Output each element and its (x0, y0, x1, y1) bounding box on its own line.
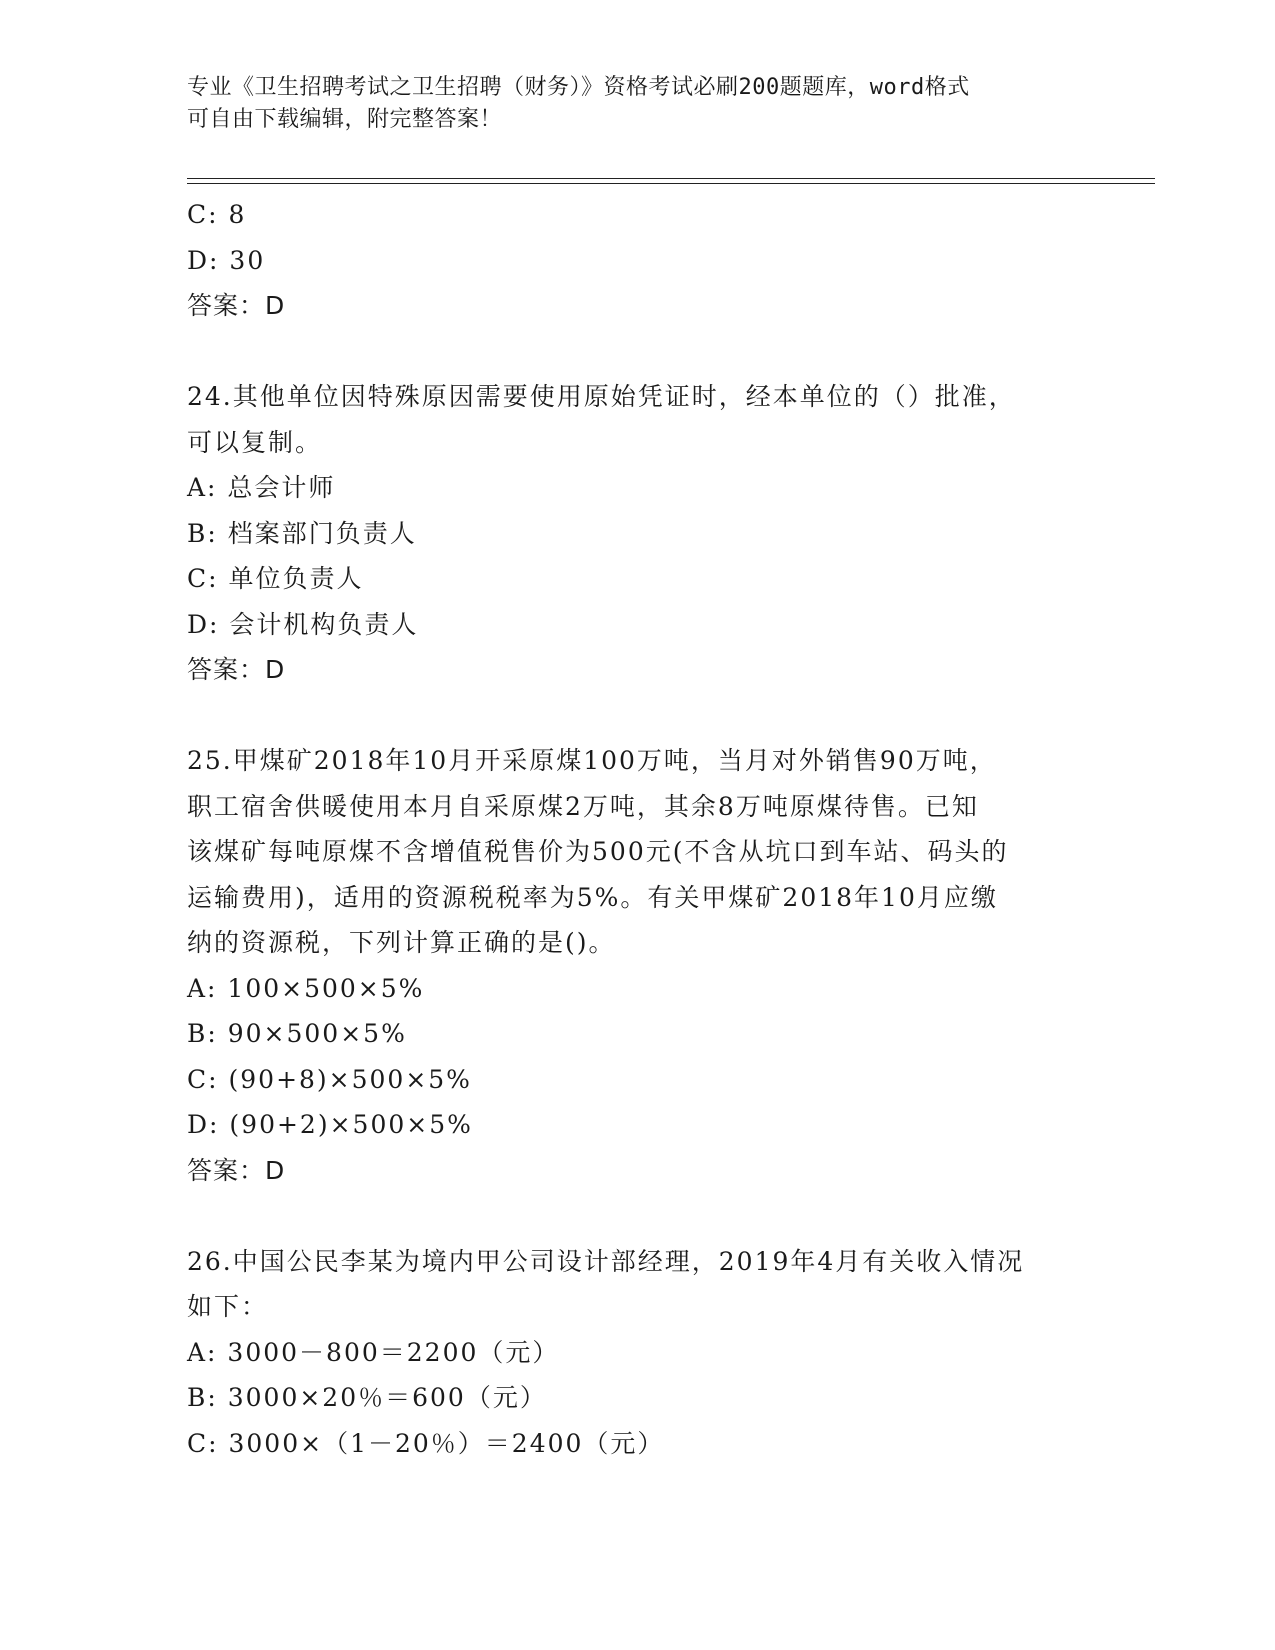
option-a: A: 总会计师 (187, 473, 336, 502)
document-body (187, 192, 1087, 1466)
option-b: B: 90×500×5% (187, 1019, 407, 1048)
question-stem: 如下： (187, 1292, 269, 1321)
question-26 (187, 1239, 1087, 1467)
option-c: C: (90+8)×500×5% (187, 1064, 472, 1094)
option-d: D: (90+2)×500×5% (187, 1110, 473, 1139)
question-stem: 24.其他单位因特殊原因需要使用原始凭证时，经本单位的（）批准， (187, 382, 1016, 411)
question-stem: 职工宿舍供暖使用本月自采原煤2万吨，其余8万吨原煤待售。已知 (187, 791, 979, 821)
option-c: C: 8 (187, 200, 247, 229)
option-b: B: 3000×20％＝600（元） (187, 1383, 547, 1412)
option-c: C: 单位负责人 (187, 564, 364, 593)
answer-line: 答案：D (187, 291, 286, 320)
question-25 (187, 738, 1087, 1193)
header-line-2: 可自由下载编辑，附完整答案！ (187, 107, 503, 132)
option-d: D: 会计机构负责人 (187, 609, 419, 639)
question-stem: 25.甲煤矿2018年10月开采原煤100万吨，当月对外销售90万吨， (187, 746, 997, 775)
question-stem: 该煤矿每吨原煤不含增值税售价为500元(不含从坑口到车站、码头的 (187, 837, 1009, 866)
previous-question-tail (187, 192, 1087, 329)
header-line-1: 专业《卫生招聘考试之卫生招聘（财务）》资格考试必刷200题题库，word格式 (187, 75, 970, 100)
option-b: B: 档案部门负责人 (187, 518, 417, 548)
answer-line: 答案：D (187, 1155, 286, 1185)
answer-line: 答案：D (187, 655, 286, 684)
header-rule-bottom (187, 183, 1155, 184)
question-stem: 运输费用)，适用的资源税税率为5%。有关甲煤矿2018年10月应缴 (187, 882, 998, 912)
question-stem: 纳的资源税，下列计算正确的是()。 (187, 928, 616, 957)
question-stem: 可以复制。 (187, 427, 323, 457)
document-header (187, 72, 1067, 136)
option-d: D: 30 (187, 245, 266, 275)
header-rule-top (187, 178, 1155, 179)
option-c: C: 3000×（1－20％）＝2400（元） (187, 1428, 665, 1458)
question-24 (187, 374, 1087, 693)
option-a: A: 100×500×5% (187, 973, 425, 1003)
question-stem: 26.中国公民李某为境内甲公司设计部经理，2019年4月有关收入情况 (187, 1246, 1025, 1276)
option-a: A: 3000－800＝2200（元） (187, 1337, 560, 1367)
